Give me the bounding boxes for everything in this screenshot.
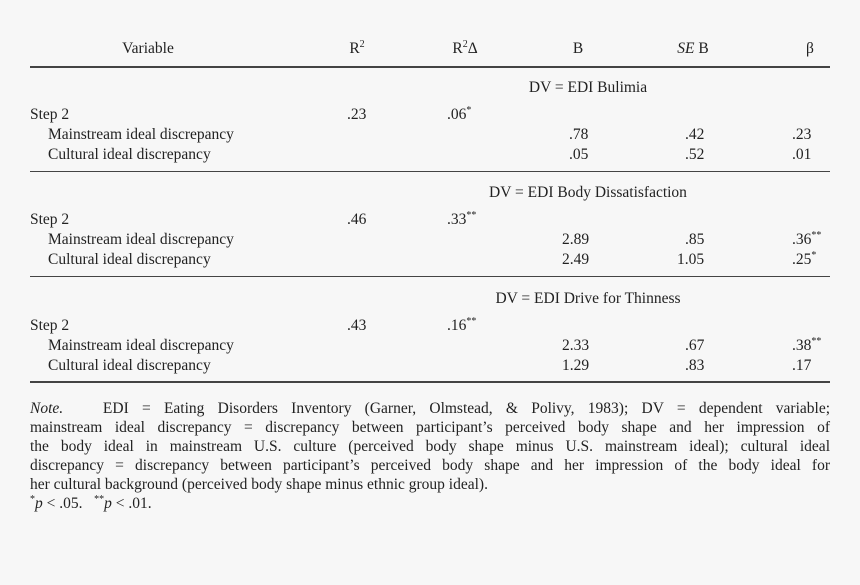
b-value: .78 [569,126,589,143]
seb-value: .52 [685,146,705,163]
header-beta: β [806,40,814,57]
beta-value: .38** [792,335,822,354]
table-top-rule [30,66,830,68]
row-label: Mainstream ideal discrepancy [48,231,234,248]
section-rule [30,171,830,172]
beta-value: .01 [792,146,812,163]
b-value: 2.89 [562,231,590,248]
note-line-1: Note. EDI = Eating Disorders Inventory (Garner, Olmstead, & Polivy, 1983); DV = dependent variable; [30,400,831,417]
r2-delta-value: .33** [447,209,477,228]
significance-note: *p < .05. **p < .01. [30,493,152,512]
r2-delta-value: .06* [447,104,472,123]
r2-delta-value: .16** [447,315,477,334]
beta-value: .17 [792,357,812,374]
section-rule [30,276,830,277]
seb-value: .67 [685,337,705,354]
r2-value: .23 [347,106,367,123]
header-variable: Variable [122,40,174,57]
seb-value: .42 [685,126,705,143]
row-label: Cultural ideal discrepancy [48,357,211,374]
note-line-3: the body ideal in mainstream U.S. culture (perceived body shape minus U.S. mainstream ideal); cultural ideal [30,438,830,455]
b-value: .05 [569,146,589,163]
note-line-4: discrepancy = discrepancy between participant’s perceived body shape and her impression of the body ideal for [30,457,830,474]
header-r2: $R^2$ [349,38,365,57]
row-label: Mainstream ideal discrepancy [48,337,234,354]
section-title: DV = EDI Drive for Thinness [495,290,681,307]
step-label: Step 2 [30,211,70,228]
note-line-2: mainstream ideal discrepancy = discrepancy between participant’s perceived body shape and her impression of [30,419,830,436]
beta-value: .25* [792,249,817,268]
beta-value: .23 [792,126,812,143]
header-se-b: SE B [677,40,709,57]
beta-value: .36** [792,229,822,248]
header-r2-delta: $R^2\Delta$ [452,38,478,57]
table-note [30,399,830,513]
r2-value: .46 [347,211,367,228]
row-label: Mainstream ideal discrepancy [48,126,234,143]
r2-value: .43 [347,317,367,334]
seb-value: .85 [685,231,705,248]
b-value: 1.29 [562,357,590,374]
header-b: B [572,40,584,57]
b-value: 2.49 [562,251,590,268]
seb-value: 1.05 [677,251,705,268]
row-label: Cultural ideal discrepancy [48,251,211,268]
section-title: DV = EDI Body Dissatisfaction [489,184,687,201]
seb-value: .83 [685,357,705,374]
step-label: Step 2 [30,317,70,334]
section-title: DV = EDI Bulimia [528,79,648,96]
b-value: 2.33 [562,337,590,354]
table-bottom-rule [30,381,830,383]
row-label: Cultural ideal discrepancy [48,146,211,163]
step-label: Step 2 [30,106,70,123]
note-line-5: her cultural background (perceived body shape minus ethnic group ideal). [30,476,488,493]
note-label: Note. [30,400,64,417]
